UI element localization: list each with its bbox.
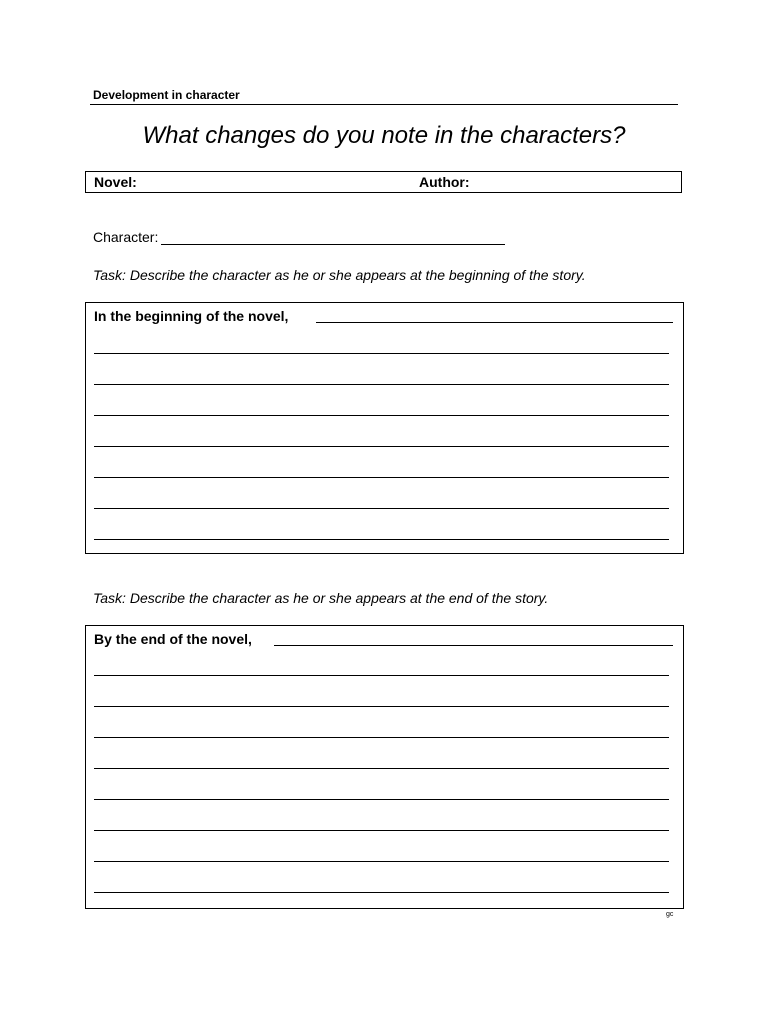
- end-lead-blank: [274, 645, 673, 646]
- header-label: Development in character: [93, 88, 240, 102]
- writing-line: [94, 477, 669, 478]
- writing-line: [94, 508, 669, 509]
- character-field: [93, 229, 505, 245]
- novel-author-box: [85, 171, 682, 193]
- author-label: Author:: [419, 174, 470, 190]
- writing-line: [94, 706, 669, 707]
- beginning-lead-text: In the beginning of the novel,: [94, 308, 289, 324]
- task-beginning: Task: Describe the character as he or she appears at the beginning of the story.: [93, 267, 586, 283]
- page-title: What changes do you note in the characters?: [142, 122, 626, 149]
- header-rule: [90, 104, 678, 105]
- writing-line: [94, 768, 669, 769]
- beginning-lead-blank: [316, 322, 673, 323]
- writing-line: [94, 799, 669, 800]
- beginning-writing-box: [85, 302, 684, 554]
- character-label: Character:: [93, 229, 159, 245]
- writing-line: [94, 446, 669, 447]
- character-blank-line: [161, 230, 505, 245]
- writing-line: [94, 892, 669, 893]
- writing-line: [94, 384, 669, 385]
- writing-line: [94, 353, 669, 354]
- task-end: Task: Describe the character as he or she appears at the end of the story.: [93, 590, 549, 606]
- footer-initials: gc: [666, 911, 674, 918]
- end-writing-box: [85, 625, 684, 909]
- novel-label: Novel:: [94, 174, 137, 190]
- writing-line: [94, 675, 669, 676]
- end-lead-text: By the end of the novel,: [94, 631, 252, 647]
- writing-line: [94, 830, 669, 831]
- writing-line: [94, 737, 669, 738]
- writing-line: [94, 415, 669, 416]
- writing-line: [94, 861, 669, 862]
- writing-line: [94, 539, 669, 540]
